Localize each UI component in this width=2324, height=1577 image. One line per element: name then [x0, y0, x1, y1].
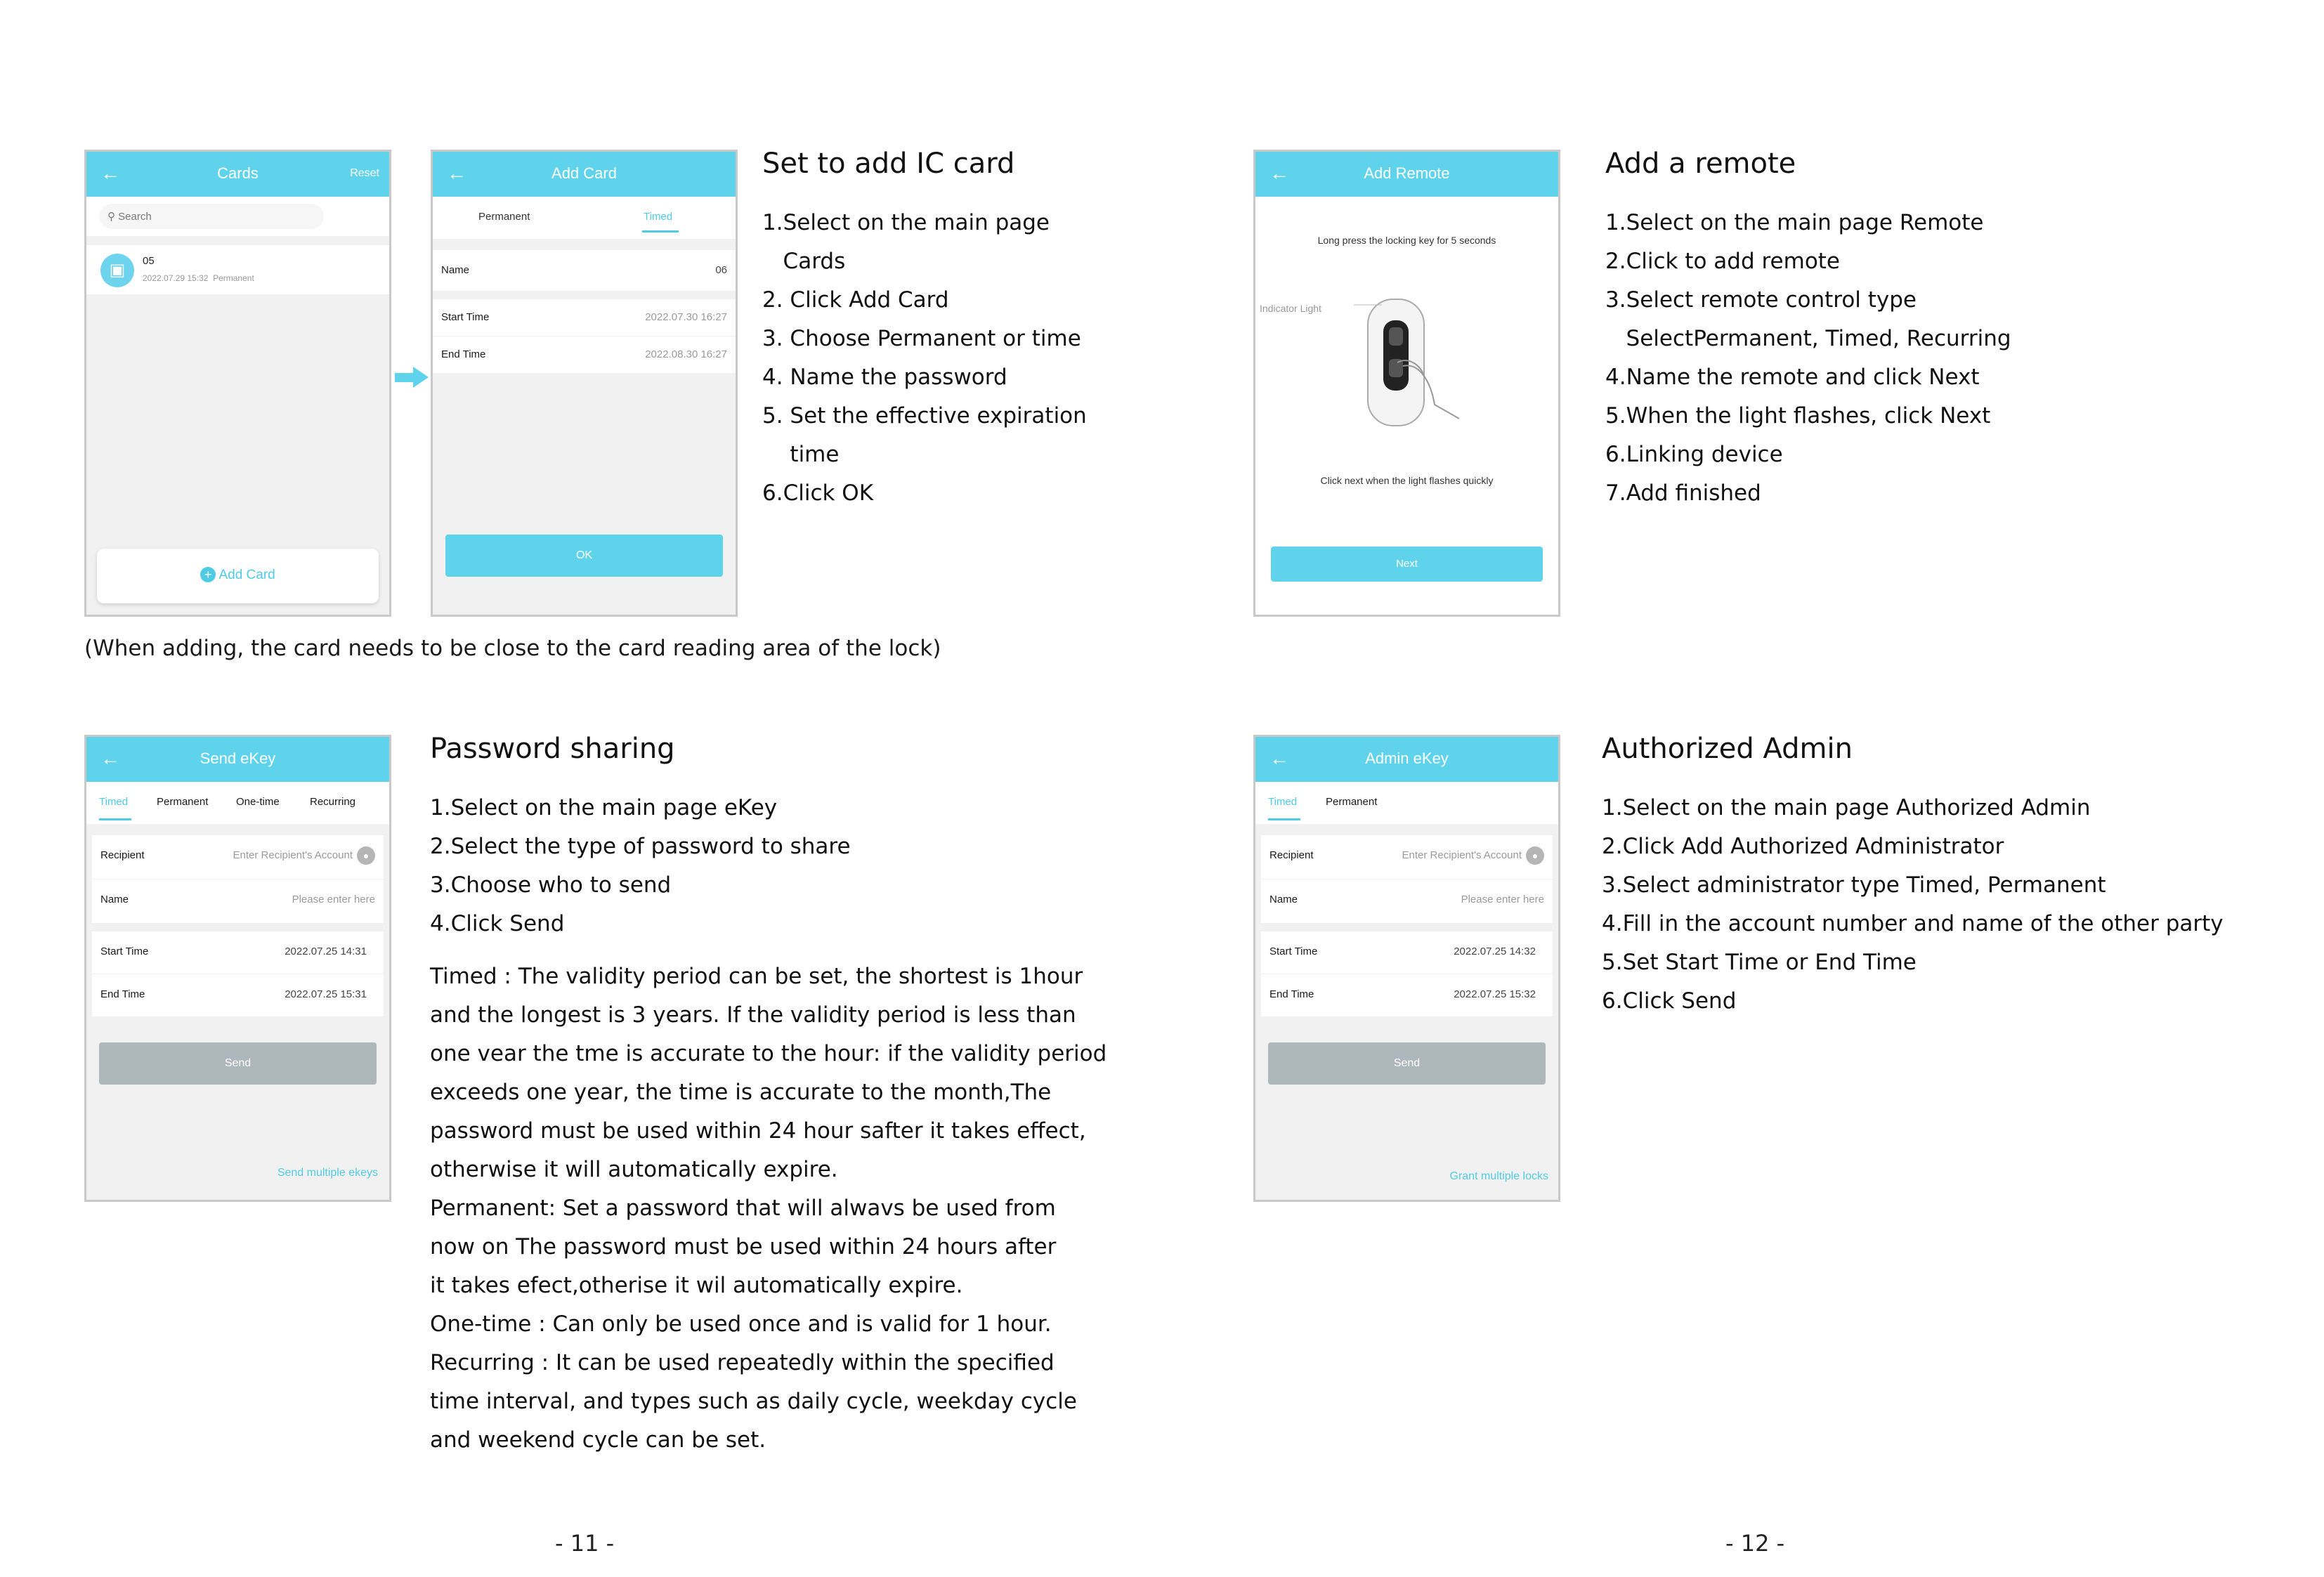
step-line: 3.Choose who to send	[430, 872, 672, 898]
step-line: 1.Select on the main page	[762, 210, 1050, 235]
search-placeholder: Search	[118, 211, 152, 223]
step-line: Cards	[762, 249, 846, 274]
cards-screen	[84, 150, 391, 617]
tab-timed[interactable]: Timed	[644, 211, 673, 223]
step-line: SelectPermanent, Timed, Recurring	[1605, 326, 2011, 351]
add-remote-screen	[1253, 150, 1560, 617]
name-label: Name	[1269, 894, 1298, 905]
paragraph-line: One-time : Can only be used once and is valid for 1 hour.	[430, 1311, 1052, 1337]
end-time-value: 2022.07.25 15:32	[1454, 988, 1536, 1000]
tab-permanent[interactable]: Permanent	[478, 211, 530, 223]
step-line: 6.Click OK	[762, 480, 874, 506]
admin-heading: Authorized Admin	[1602, 733, 1853, 765]
paragraph-line: Recurring : It can be used repeatedly within the specified	[430, 1350, 1055, 1375]
recipient-placeholder: Enter Recipient's Account	[1402, 849, 1522, 861]
step-line: 1.Select on the main page Authorized Admin	[1602, 795, 2091, 820]
remote-heading: Add a remote	[1605, 148, 1796, 180]
ic-card-heading: Set to add IC card	[762, 148, 1015, 180]
tab-timed[interactable]: Timed	[1268, 796, 1298, 808]
tab-permanent[interactable]: Permanent	[157, 796, 209, 808]
step-line: 2. Click Add Card	[762, 287, 949, 313]
cards-title: Cards	[217, 164, 259, 182]
step-line: 5.When the light flashes, click Next	[1605, 403, 1991, 428]
step-line: time	[762, 442, 840, 467]
card-icon: ▣	[100, 254, 134, 287]
start-time-field[interactable]	[433, 299, 736, 336]
grant-multiple-link[interactable]: Grant multiple locks	[1449, 1170, 1548, 1182]
step-line: 2.Select the type of password to share	[430, 834, 851, 859]
paragraph-line: and weekend cycle can be set.	[430, 1427, 766, 1453]
card-list-item[interactable]	[86, 245, 389, 294]
send-button[interactable]: Send	[1268, 1042, 1546, 1085]
step-line: 4. Name the password	[762, 365, 1007, 390]
cards-header	[86, 152, 389, 197]
admin-ekey-title: Admin eKey	[1365, 750, 1449, 767]
end-time-label: End Time	[441, 348, 486, 360]
end-time-field[interactable]	[433, 336, 736, 373]
paragraph-line: Timed : The validity period can be set, the shortest is 1hour	[430, 964, 1083, 989]
send-ekey-header	[86, 737, 389, 782]
paragraph-line: and the longest is 3 years. If the validity period is less than	[430, 1002, 1076, 1028]
tab-underline	[642, 230, 679, 233]
tab-recurring[interactable]: Recurring	[310, 796, 356, 808]
add-card-label: Add Card	[218, 568, 275, 582]
step-line: 4.Name the remote and click Next	[1605, 365, 1980, 390]
name-field[interactable]	[92, 879, 384, 923]
start-time-label: Start Time	[441, 311, 490, 323]
step-line: 5. Set the effective expiration	[762, 403, 1087, 428]
step-line: 4.Click Send	[430, 911, 565, 936]
page-number-right: - 12 -	[1725, 1530, 1785, 1557]
next-button[interactable]: Next	[1271, 547, 1543, 582]
step-line: 1.Select on the main page Remote	[1605, 210, 1984, 235]
step-line: 4.Fill in the account number and name of the other party	[1602, 911, 2224, 936]
end-time-label: End Time	[1269, 988, 1314, 1000]
start-time-value: 2022.07.30 16:27	[645, 311, 727, 323]
step-line: 2.Click Add Authorized Administrator	[1602, 834, 2004, 859]
name-placeholder: Please enter here	[1461, 894, 1544, 905]
end-time-label: End Time	[100, 988, 145, 1000]
remote-instruction: Long press the locking key for 5 seconds	[1317, 235, 1496, 246]
tab-underline	[1268, 818, 1300, 820]
ic-card-steps	[762, 204, 1087, 513]
start-time-field[interactable]	[1261, 931, 1553, 974]
recipient-field[interactable]	[92, 835, 384, 879]
send-button[interactable]: Send	[99, 1042, 377, 1085]
name-field[interactable]	[1261, 879, 1553, 923]
password-description	[430, 957, 1107, 1460]
send-ekey-title: Send eKey	[200, 750, 276, 767]
paragraph-line: one vear the tme is accurate to the hour: if the validity period	[430, 1041, 1107, 1066]
admin-ekey-header	[1255, 737, 1558, 782]
name-label: Name	[100, 894, 129, 905]
step-line: 3.Select administrator type Timed, Permanent	[1602, 872, 2106, 898]
paragraph-line: otherwise it will automatically expire.	[430, 1157, 838, 1182]
indicator-light-label: Indicator Light	[1260, 303, 1321, 314]
add-card-button[interactable]	[97, 549, 379, 603]
search-icon: ⚲	[107, 211, 115, 223]
plus-circle-icon: +	[200, 567, 216, 582]
admin-ekey-screen	[1253, 735, 1560, 1202]
paragraph-line: Permanent: Set a password that will alwavs be used from	[430, 1196, 1056, 1221]
start-time-label: Start Time	[1269, 945, 1318, 957]
add-remote-header	[1255, 152, 1558, 197]
paragraph-line: exceeds one year, the time is accurate to the month,The	[430, 1080, 1052, 1105]
name-placeholder: Please enter here	[292, 894, 375, 905]
name-field[interactable]	[433, 250, 736, 291]
add-card-tabs	[433, 197, 736, 239]
remote-hand-illustration	[1354, 292, 1480, 440]
search-input[interactable]	[99, 204, 324, 229]
paragraph-line: time interval, and types such as daily cycle, weekday cycle	[430, 1389, 1077, 1414]
start-time-value: 2022.07.25 14:32	[1454, 945, 1536, 957]
add-card-header	[433, 152, 736, 197]
name-value: 06	[715, 264, 727, 276]
tab-permanent[interactable]: Permanent	[1326, 796, 1378, 808]
reset-button[interactable]: Reset	[350, 167, 379, 179]
recipient-label: Recipient	[1269, 849, 1314, 861]
add-card-title: Add Card	[551, 164, 617, 182]
start-time-field[interactable]	[92, 931, 384, 974]
admin-tabs	[1255, 782, 1558, 824]
step-line: 1.Select on the main page eKey	[430, 795, 778, 820]
card-name: 05	[143, 255, 155, 267]
recipient-placeholder: Enter Recipient's Account	[233, 849, 353, 861]
send-ekey-screen	[84, 735, 391, 1202]
page-number-left: - 11 -	[555, 1530, 615, 1557]
start-time-value: 2022.07.25 14:31	[285, 945, 367, 957]
search-bar-area	[86, 197, 389, 236]
arrow-right-icon	[395, 367, 429, 388]
add-remote-title: Add Remote	[1364, 164, 1450, 182]
back-arrow-icon[interactable]: ←	[447, 162, 466, 184]
step-line: 7.Add finished	[1605, 480, 1761, 506]
step-line: 3. Choose Permanent or time	[762, 326, 1081, 351]
card-meta: 2022.07.29 15:32 Permanent	[143, 273, 254, 283]
ok-button[interactable]: OK	[445, 535, 723, 577]
paragraph-line: now on The password must be used within 24 hours after	[430, 1234, 1057, 1259]
start-time-label: Start Time	[100, 945, 149, 957]
add-card-screen	[431, 150, 738, 617]
name-label: Name	[441, 264, 470, 276]
tab-one-time[interactable]: One-time	[236, 796, 280, 808]
tab-underline	[99, 818, 131, 820]
step-line: 6.Linking device	[1605, 442, 1783, 467]
step-line: 2.Click to add remote	[1605, 249, 1841, 274]
recipient-label: Recipient	[100, 849, 145, 861]
contact-icon[interactable]: ●	[1526, 846, 1544, 865]
password-steps	[430, 789, 851, 943]
step-line: 3.Select remote control type	[1605, 287, 1917, 313]
contact-icon[interactable]: ●	[357, 846, 375, 865]
admin-steps	[1602, 789, 2224, 1021]
ekey-tabs	[86, 782, 389, 824]
recipient-field[interactable]	[1261, 835, 1553, 879]
remote-hint: Click next when the light flashes quickly	[1320, 475, 1494, 486]
paragraph-line: password must be used within 24 hour safter it takes effect,	[430, 1118, 1086, 1144]
back-arrow-icon[interactable]: ←	[1269, 162, 1289, 184]
step-line: 5.Set Start Time or End Time	[1602, 950, 1917, 975]
tab-timed[interactable]: Timed	[99, 796, 129, 808]
send-multiple-link[interactable]: Send multiple ekeys	[277, 1167, 378, 1179]
end-time-value: 2022.08.30 16:27	[645, 348, 727, 360]
end-time-value: 2022.07.25 15:31	[285, 988, 367, 1000]
back-arrow-icon[interactable]: ←	[100, 162, 120, 184]
step-line: 6.Click Send	[1602, 988, 1737, 1014]
back-arrow-icon[interactable]: ←	[1269, 747, 1289, 769]
end-time-field[interactable]	[92, 974, 384, 1016]
ic-card-note: (When adding, the card needs to be close to the card reading area of the lock)	[84, 636, 941, 661]
remote-steps	[1605, 204, 2011, 513]
back-arrow-icon[interactable]: ←	[100, 747, 120, 769]
end-time-field[interactable]	[1261, 974, 1553, 1016]
password-heading: Password sharing	[430, 733, 675, 765]
paragraph-line: it takes efect,otherise it wil automatically expire.	[430, 1273, 963, 1298]
